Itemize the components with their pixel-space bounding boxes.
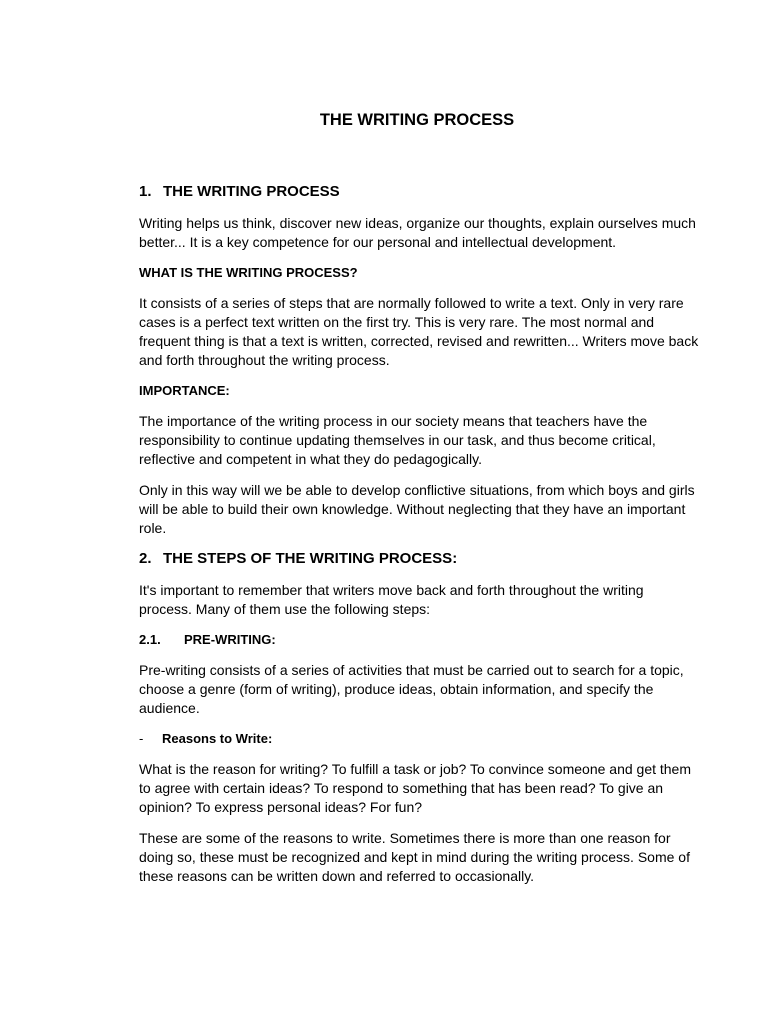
reasons-title: Reasons to Write:	[162, 731, 273, 746]
what-is-heading: WHAT IS THE WRITING PROCESS?	[139, 265, 358, 280]
section-2-number: 2.	[139, 550, 152, 567]
section-1-title: THE WRITING PROCESS	[163, 183, 340, 200]
reasons-paragraph-2: These are some of the reasons to write. Sometimes there is more than one reason for doing so, these must be recognized and kept in mind during the writing process. Some of these reasons can be written down and referred to occasionally.	[139, 830, 690, 884]
pre-writing-heading	[139, 631, 699, 649]
importance-paragraph-1: The importance of the writing process in our society means that teachers have the responsibility to continue updating themselves in our task, and thus become critical, reflective and competent in what they do pedagogically.	[139, 413, 656, 467]
document-body	[139, 182, 699, 886]
reasons-bullet: -	[139, 731, 144, 746]
reasons-heading	[139, 730, 699, 748]
section-1-heading	[139, 182, 699, 202]
section-2-heading	[139, 549, 699, 569]
pre-writing-title: PRE-WRITING:	[184, 632, 276, 647]
importance-paragraph-2: Only in this way will we be able to develop conflictive situations, from which boys and girls will be able to build their own knowledge. Without neglecting that they have an important role.	[139, 482, 695, 536]
pre-writing-paragraph: Pre-writing consists of a series of activities that must be carried out to search for a topic, choose a genre (form of writing), produce ideas, obtain information, and specify the audience.	[139, 662, 684, 716]
document-title: THE WRITING PROCESS	[319, 111, 515, 129]
what-is-paragraph: It consists of a series of steps that are normally followed to write a text. Only in very rare cases is a perfect text written on the first try. This is very rare. The most normal and frequent thing is that a text is written, corrected, revised and rewritten... Writers move back and forth throughout the writing process.	[139, 295, 699, 368]
section-1-intro: Writing helps us think, discover new ideas, organize our thoughts, explain ourselves much better... It is a key competence for our personal and intellectual development.	[139, 215, 696, 250]
pre-writing-number: 2.1.	[139, 632, 161, 647]
section-2-intro: It's important to remember that writers move back and forth throughout the writing process. Many of them use the following steps:	[139, 582, 644, 617]
section-2-title: THE STEPS OF THE WRITING PROCESS:	[163, 550, 458, 567]
section-1-number: 1.	[139, 183, 152, 200]
importance-heading: IMPORTANCE:	[139, 383, 230, 398]
reasons-paragraph-1: What is the reason for writing? To fulfill a task or job? To convince someone and get them to agree with certain ideas? To respond to something that has been read? To give an opinion? To express personal ideas? For fun?	[139, 761, 692, 815]
